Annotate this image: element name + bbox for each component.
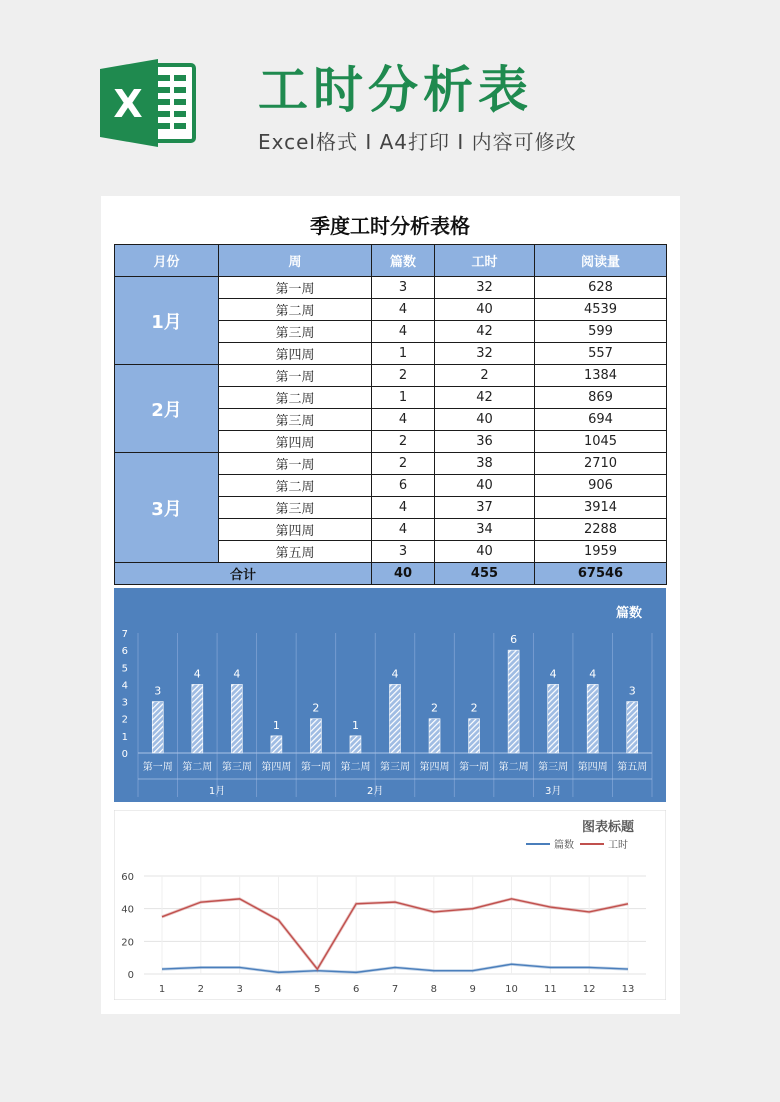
week-cell: 第三周 <box>219 409 372 431</box>
bar <box>587 684 598 753</box>
x-tick-label: 第三周 <box>538 762 569 773</box>
column-header-count: 篇数 <box>372 245 435 277</box>
y-tick-label: 40 <box>121 904 134 916</box>
y-tick-label: 0 <box>127 970 134 981</box>
x-tick-label: 7 <box>391 984 399 995</box>
hours-cell: 38 <box>435 453 535 475</box>
data-label: 4 <box>589 667 597 681</box>
reads-cell: 694 <box>535 409 667 431</box>
excel-logo-icon <box>100 57 196 149</box>
week-cell: 第三周 <box>219 497 372 519</box>
data-label: 2 <box>431 701 439 715</box>
reads-cell: 906 <box>535 475 667 497</box>
week-cell: 第四周 <box>219 431 372 453</box>
hours-cell: 2 <box>435 365 535 387</box>
bar <box>192 684 203 753</box>
group-label: 1月 <box>208 786 226 797</box>
x-tick-label: 第四周 <box>577 762 608 773</box>
x-tick-label: 11 <box>543 984 557 995</box>
week-cell: 第五周 <box>219 541 372 563</box>
x-tick-label: 2 <box>197 984 205 995</box>
y-tick-label: 2 <box>121 714 128 726</box>
page-subtitle: Excel格式 I A4打印 I 内容可修改 <box>258 130 577 154</box>
total-reads: 67546 <box>535 563 667 585</box>
count-cell: 4 <box>372 321 435 343</box>
x-tick-label: 第二周 <box>182 762 213 773</box>
x-tick-label: 第二周 <box>340 762 371 773</box>
chart-title: 篇数 <box>615 606 642 621</box>
x-tick-label: 5 <box>314 984 321 995</box>
reads-cell: 628 <box>535 277 667 299</box>
bar <box>627 702 638 753</box>
x-tick-label: 第一周 <box>459 762 490 773</box>
data-label: 2 <box>312 701 320 715</box>
reads-cell: 557 <box>535 343 667 365</box>
week-cell: 第二周 <box>219 299 372 321</box>
count-cell: 6 <box>372 475 435 497</box>
table-row <box>115 277 667 299</box>
table-row <box>115 365 667 387</box>
bar <box>310 719 321 753</box>
data-label: 3 <box>154 684 162 698</box>
bar <box>350 736 361 753</box>
reads-cell: 869 <box>535 387 667 409</box>
total-row <box>115 563 667 585</box>
count-cell: 4 <box>372 299 435 321</box>
worktime-table <box>114 244 667 585</box>
x-tick-label: 6 <box>352 984 360 995</box>
y-tick-label: 6 <box>121 646 128 658</box>
y-tick-label: 20 <box>121 937 134 949</box>
count-cell: 4 <box>372 409 435 431</box>
y-tick-label: 3 <box>121 697 128 709</box>
reads-cell: 2710 <box>535 453 667 475</box>
month-cell: 3月 <box>115 453 219 563</box>
column-header-hours: 工时 <box>435 245 535 277</box>
y-tick-label: 0 <box>121 749 128 760</box>
column-header-reads: 阅读量 <box>535 245 667 277</box>
reads-cell: 1959 <box>535 541 667 563</box>
bar <box>548 684 559 753</box>
hours-cell: 40 <box>435 299 535 321</box>
week-cell: 第四周 <box>219 343 372 365</box>
y-tick-label: 4 <box>121 680 128 692</box>
count-cell: 3 <box>372 277 435 299</box>
count-cell: 1 <box>372 343 435 365</box>
group-label: 3月 <box>544 786 562 797</box>
count-cell: 2 <box>372 431 435 453</box>
reads-cell: 2288 <box>535 519 667 541</box>
total-label: 合计 <box>115 563 372 585</box>
count-cell: 4 <box>372 519 435 541</box>
hours-cell: 40 <box>435 541 535 563</box>
data-label: 4 <box>391 667 399 681</box>
x-tick-label: 4 <box>275 984 282 995</box>
legend-label: 篇数 <box>554 840 574 851</box>
y-tick-label: 7 <box>121 629 128 640</box>
month-cell: 1月 <box>115 277 219 365</box>
count-cell: 2 <box>372 453 435 475</box>
x-tick-label: 13 <box>621 984 635 995</box>
x-tick-label: 第三周 <box>380 762 410 773</box>
hours-cell: 34 <box>435 519 535 541</box>
bar <box>152 702 163 753</box>
x-tick-label: 第一周 <box>142 762 173 773</box>
hours-cell: 42 <box>435 387 535 409</box>
week-cell: 第一周 <box>219 277 372 299</box>
count-bar-chart <box>114 588 666 802</box>
data-label: 1 <box>351 718 359 732</box>
chart-title: 图表标题 <box>581 820 634 835</box>
bar <box>271 736 282 753</box>
hours-cell: 37 <box>435 497 535 519</box>
sheet-title: 季度工时分析表格 <box>310 214 470 238</box>
legend-label: 工时 <box>608 840 628 851</box>
reads-cell: 1384 <box>535 365 667 387</box>
y-tick-label: 60 <box>121 872 134 883</box>
count-cell: 4 <box>372 497 435 519</box>
data-label: 3 <box>628 684 636 698</box>
data-label: 4 <box>549 667 557 681</box>
reads-cell: 1045 <box>535 431 667 453</box>
week-cell: 第二周 <box>219 387 372 409</box>
bar <box>469 719 480 753</box>
total-hours: 455 <box>435 563 535 585</box>
reads-cell: 4539 <box>535 299 667 321</box>
x-tick-label: 第一周 <box>300 762 331 773</box>
y-tick-label: 5 <box>121 663 128 675</box>
bar <box>390 684 401 753</box>
hours-cell: 36 <box>435 431 535 453</box>
x-tick-label: 第三周 <box>221 762 252 773</box>
reads-cell: 599 <box>535 321 667 343</box>
x-tick-label: 8 <box>430 984 438 995</box>
count-cell: 2 <box>372 365 435 387</box>
month-cell: 2月 <box>115 365 219 453</box>
x-tick-label: 1 <box>158 984 166 995</box>
hours-cell: 40 <box>435 475 535 497</box>
bar <box>231 684 242 753</box>
page-title: 工时分析表 <box>258 61 533 119</box>
reads-cell: 3914 <box>535 497 667 519</box>
data-label: 4 <box>233 667 241 681</box>
data-label: 1 <box>272 718 280 732</box>
table-row <box>115 453 667 475</box>
x-tick-label: 第四周 <box>261 762 292 773</box>
week-cell: 第一周 <box>219 365 372 387</box>
hours-cell: 32 <box>435 343 535 365</box>
svg-text:X: X <box>113 82 143 126</box>
x-tick-label: 10 <box>505 984 518 995</box>
column-header-month: 月份 <box>115 245 219 277</box>
data-label: 2 <box>470 701 478 715</box>
week-cell: 第四周 <box>219 519 372 541</box>
bar <box>508 650 519 753</box>
week-cell: 第一周 <box>219 453 372 475</box>
x-tick-label: 第四周 <box>419 762 450 773</box>
table-header-row <box>115 245 667 277</box>
x-tick-label: 9 <box>469 984 476 995</box>
data-label: 4 <box>193 667 201 681</box>
data-label: 6 <box>510 633 518 647</box>
hours-cell: 32 <box>435 277 535 299</box>
hours-cell: 42 <box>435 321 535 343</box>
week-cell: 第三周 <box>219 321 372 343</box>
column-header-week: 周 <box>219 245 372 277</box>
count-cell: 3 <box>372 541 435 563</box>
total-count: 40 <box>372 563 435 585</box>
y-tick-label: 1 <box>121 731 128 743</box>
x-tick-label: 第五周 <box>617 762 648 773</box>
x-tick-label: 第二周 <box>498 762 529 773</box>
x-tick-label: 12 <box>582 984 596 995</box>
trend-line-chart <box>114 810 666 1000</box>
bar <box>429 719 440 753</box>
x-tick-label: 3 <box>236 984 243 995</box>
week-cell: 第二周 <box>219 475 372 497</box>
count-cell: 1 <box>372 387 435 409</box>
group-label: 2月 <box>367 786 384 797</box>
hours-cell: 40 <box>435 409 535 431</box>
